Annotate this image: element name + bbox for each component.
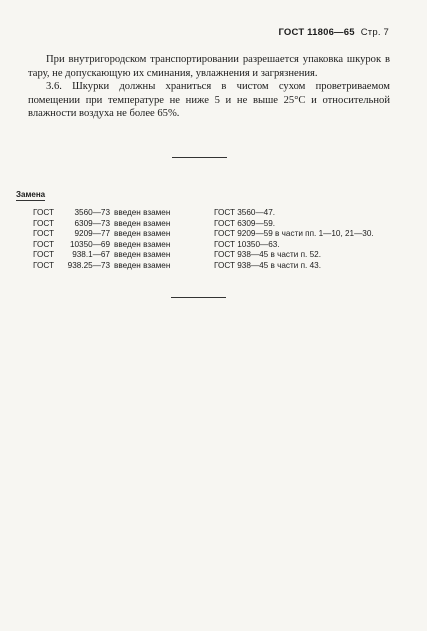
replacement-row (33, 261, 374, 272)
row-replaced-standard: ГОСТ 6309—59. (214, 218, 276, 228)
row-replaced-standard: ГОСТ 938—45 в части п. 52. (214, 250, 321, 260)
row-standard-number: 6309—73 (74, 218, 110, 228)
row-gost-label: ГОСТ (33, 250, 54, 260)
replacement-list (33, 208, 374, 272)
header-doc-number: ГОСТ 11806—65 (278, 27, 355, 38)
row-gost-label: ГОСТ (33, 218, 54, 228)
row-replaced-standard: ГОСТ 10350—63. (214, 239, 280, 249)
row-gost-label: ГОСТ (33, 239, 54, 249)
row-replacement-phrase: введен взамен (114, 229, 171, 239)
row-standard-number: 938.25—73 (67, 260, 110, 270)
section-divider-bottom (171, 297, 226, 298)
row-standard-number: 3560—73 (74, 208, 110, 217)
row-gost-label: ГОСТ (33, 229, 54, 239)
page-header (278, 27, 389, 38)
replacement-heading: Замена (16, 190, 46, 199)
replacement-row (33, 208, 374, 219)
row-replacement-phrase: введен взамен (114, 250, 171, 260)
row-replacement-phrase: введен взамен (114, 218, 171, 228)
replacement-row (33, 240, 374, 251)
row-replacement-phrase: введен взамен (114, 260, 171, 270)
row-replacement-phrase: введен взамен (114, 239, 171, 249)
row-gost-label: ГОСТ (33, 260, 54, 270)
replacement-row (33, 250, 374, 261)
row-replaced-standard: ГОСТ 938—45 в части п. 43. (214, 260, 321, 270)
header-page-number: Стр. 7 (360, 27, 389, 38)
row-standard-number: 10350—69 (69, 239, 110, 249)
paragraph-transport: При внутригородском транспортировании разрешается упаковка шкурок в тару, не допускающую их сминания, увлажнения и загрязнения. (28, 54, 390, 79)
row-standard-number: 938.1—67 (72, 250, 110, 260)
row-replacement-phrase: введен взамен (114, 208, 171, 217)
row-gost-label: ГОСТ (33, 208, 54, 217)
body-text (28, 53, 390, 121)
replacement-row (33, 219, 374, 230)
row-replaced-standard: ГОСТ 9209—59 в части пп. 1—10, 21—30. (214, 229, 374, 239)
row-standard-number: 9209—77 (74, 229, 110, 239)
paragraph-storage: 3.6. Шкурки должны храниться в чистом сухом проветриваемом помещении при температуре не ниже 5 и не выше 25°С и относительной влажности воздуха не более 65%. (28, 81, 390, 120)
replacement-row (33, 229, 374, 240)
row-replaced-standard: ГОСТ 3560—47. (214, 208, 276, 217)
section-divider-top (172, 157, 227, 158)
